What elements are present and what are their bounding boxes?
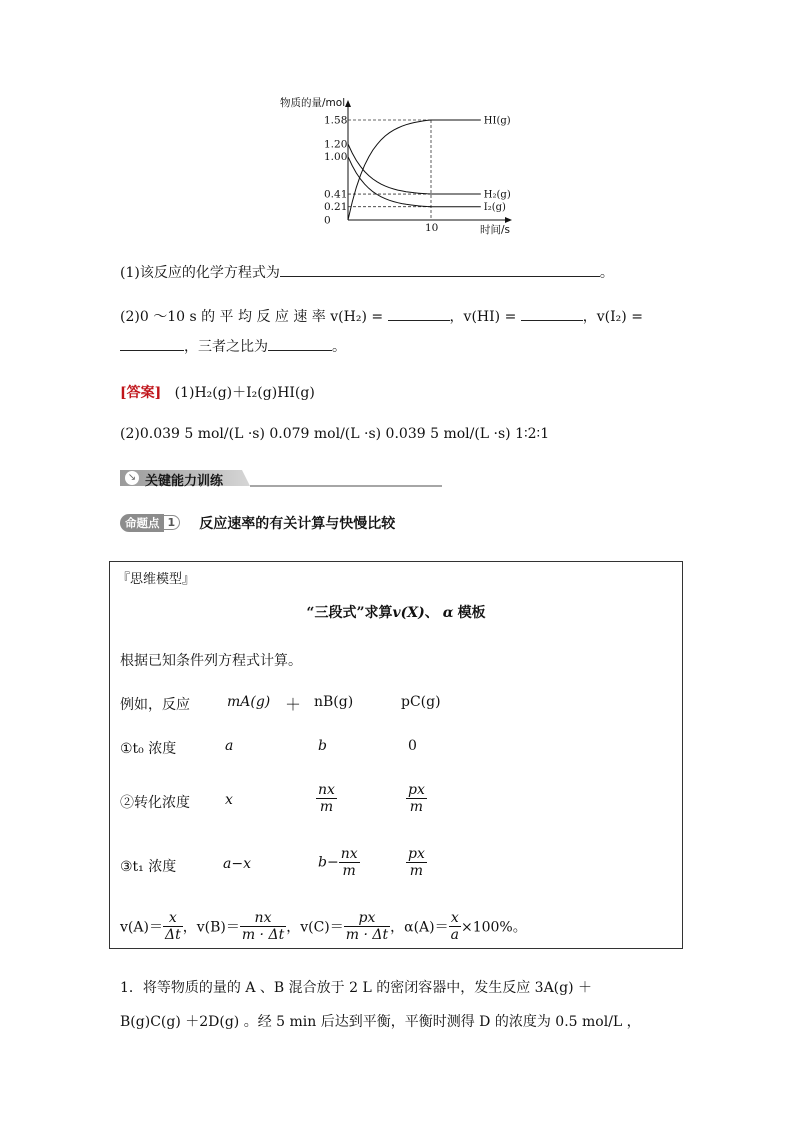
point-title: 反应速率的有关计算与快慢比较: [199, 515, 396, 532]
section-header: [120, 468, 442, 488]
row3-c-den: m: [409, 863, 424, 879]
y-tick-label: 0: [324, 214, 331, 227]
row2-c-frac: [406, 782, 427, 815]
row2-b-den: m: [319, 799, 334, 815]
example-reactant-a: mA(g): [227, 694, 271, 710]
row3-b-pre: b−: [318, 854, 339, 871]
series-label: I₂(g): [483, 202, 506, 214]
q2-vh2-blank[interactable]: [388, 306, 450, 321]
q2-ratio-label: ，三者之比为: [184, 339, 268, 355]
formula-vc-den: m · Δt: [345, 927, 389, 943]
row2-c-den: m: [409, 799, 424, 815]
formula-vb: ，v(B)＝: [182, 919, 240, 936]
next-q-reactant: B(g): [120, 1014, 151, 1030]
row2-b-frac: [316, 782, 337, 815]
question-2-line2: [120, 336, 346, 356]
box-title-sep: 、: [424, 605, 439, 621]
box-title-alpha: α: [442, 605, 454, 621]
section-icon: ↘: [125, 471, 139, 485]
row2-b-num: nx: [318, 782, 335, 798]
example-label: 例如，反应: [120, 697, 190, 713]
next-question-line2: [120, 1011, 641, 1031]
y-tick-label: 1.20: [324, 138, 348, 151]
box-title-end: 模板: [457, 605, 486, 621]
row3-b-den: m: [342, 863, 356, 879]
series-line-i2: [348, 157, 481, 207]
box-intro: 根据已知条件列方程式计算。: [120, 653, 302, 669]
proposition-point: [120, 512, 395, 533]
answer-line-1: [120, 382, 315, 402]
y-tick-label: 1.00: [324, 151, 348, 164]
row2-label: ②转化浓度: [120, 795, 190, 811]
formula-vb-den: m · Δt: [241, 927, 285, 943]
x-tick-label: 10: [425, 222, 439, 234]
y-axis-arrow: [345, 100, 351, 107]
row3-b: [318, 846, 360, 879]
example-product-c: pC(g): [401, 694, 441, 710]
box-tag: 『思维模型』: [117, 572, 196, 587]
row1-c: 0: [408, 738, 417, 754]
q2-text: (2)0 ～10 s 的 平 均 反 应 速 率: [120, 309, 331, 325]
formula-row: [120, 910, 527, 943]
row1-label: ①t₀ 浓度: [120, 741, 177, 757]
y-tick-label: 1.58: [324, 114, 348, 127]
series-line-h2: [348, 144, 481, 194]
answer-1-text: (1)H₂(g)＋I₂(g): [174, 385, 278, 401]
q2-end: 。: [332, 339, 346, 355]
point-badge: [120, 514, 164, 532]
formula-tail: ×100%。: [460, 919, 527, 936]
answer-tag: [答案]: [120, 385, 162, 401]
formula-va-den: Δt: [164, 927, 181, 943]
next-question-line1: 1．将等物质的量的 A 、B 混合放于 2 L 的密闭容器中，发生反应 3A(g) ＋: [120, 980, 593, 996]
q2-vi2-blank[interactable]: [120, 336, 184, 351]
box-title-text: “三段式”求算: [306, 605, 393, 621]
q2-vhi-blank[interactable]: [521, 306, 583, 321]
thinking-model-box: [109, 561, 683, 949]
formula-alpha: ，α(A)＝: [390, 919, 449, 936]
amount-time-chart: [270, 92, 530, 238]
series-label: H₂(g): [483, 189, 511, 201]
row1-a: a: [225, 738, 234, 754]
next-q-rest: C(g) ＋2D(g) 。经 5 min 后达到平衡，平衡时测得 D 的浓度为 0.5 mol/L ，: [150, 1014, 641, 1030]
q2-vhi-label: ，v(HI) =: [449, 309, 517, 325]
formula-va-num: x: [163, 910, 183, 927]
row3-a: a−x: [223, 856, 251, 872]
row3-c-num: px: [408, 846, 425, 862]
formula-vc: ，v(C)＝: [286, 919, 344, 936]
row3-c-frac: [406, 846, 427, 879]
y-tick-label: 0.21: [324, 201, 348, 214]
x-axis-arrow: [505, 217, 512, 223]
answer-line-2: (2)0.039 5 mol/(L ·s) 0.079 mol/(L ·s) 0.039 5 mol/(L ·s) 1∶2∶1: [120, 426, 550, 442]
q2-ratio-blank[interactable]: [268, 336, 332, 351]
example-plus: ＋: [285, 695, 302, 714]
y-tick-label: 0.41: [324, 188, 348, 201]
example-reactant-b: nB(g): [314, 694, 354, 710]
section-title: 关键能力训练: [145, 474, 224, 489]
row2-a: x: [225, 792, 233, 808]
q1-end: 。: [599, 265, 614, 281]
q1-answer-blank[interactable]: [280, 262, 600, 277]
q1-text: (1)该反应的化学方程式为: [120, 265, 280, 281]
q2-vi2-label: ，v(I₂) =: [582, 309, 643, 325]
box-title: [110, 602, 682, 622]
q2-vh2-label: v(H₂) =: [330, 309, 384, 325]
row2-c-num: px: [408, 782, 425, 798]
formula-alpha-num: x: [449, 910, 461, 927]
chart-xlabel: 时间/s: [480, 224, 511, 236]
question-2-line1: [120, 306, 643, 326]
row3-b-num: nx: [340, 846, 358, 862]
row3-label: ③t₁ 浓度: [120, 859, 177, 875]
formula-alpha-den: a: [450, 927, 459, 943]
answer-1-product: HI(g): [277, 385, 315, 401]
box-title-v: v(X): [392, 605, 425, 621]
point-badge-label: 命题点: [125, 515, 160, 530]
point-number: 1: [163, 515, 181, 530]
formula-va: v(A)＝: [120, 919, 163, 936]
formula-vc-num: px: [344, 910, 390, 927]
question-1: [120, 262, 614, 282]
series-label: HI(g): [483, 115, 511, 127]
formula-vb-num: nx: [240, 910, 286, 927]
chart-ylabel: 物质的量/mol: [280, 97, 346, 109]
row1-b: b: [318, 738, 327, 754]
